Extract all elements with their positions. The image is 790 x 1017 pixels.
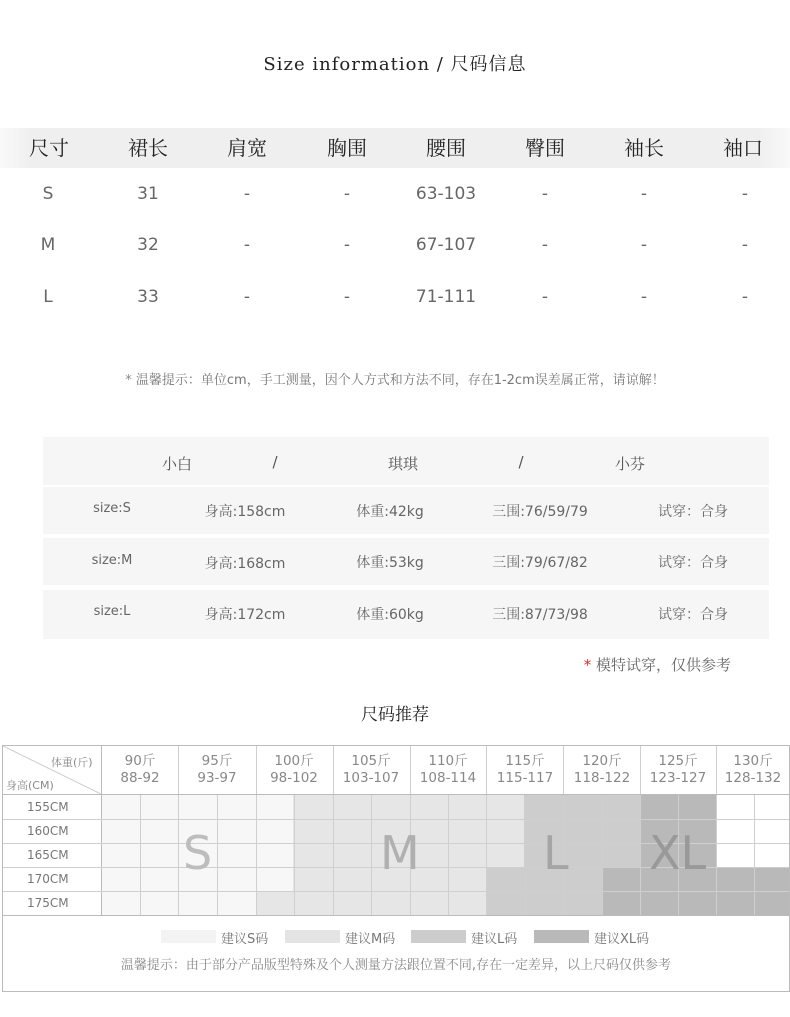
cell: 33 (137, 287, 159, 307)
cell: 31 (137, 184, 159, 204)
cell: - (541, 184, 549, 204)
cell: - (741, 235, 749, 255)
model-caption-text: 模特试穿，仅供参考 (595, 656, 731, 674)
weight-header: 125斤 123-127 (649, 753, 707, 786)
height-label: 155CM (27, 800, 69, 814)
weight-header: 120斤 118-122 (573, 753, 631, 786)
model-height: 身高:172cm (204, 607, 286, 623)
legend-swatch-s (161, 930, 216, 943)
corner-height-label: 身高(CM) (6, 779, 54, 792)
header-hip: 臀围 (525, 136, 565, 160)
weight-header: 130斤 128-132 (724, 753, 782, 786)
model-name-qiqi: 琪琪 (387, 455, 418, 473)
measurement-tip (0, 369, 790, 388)
model-height: 身高:168cm (204, 556, 286, 572)
size-disclaimer: 温馨提示：由于部分产品版型特殊及个人测量方法跟位置不同,存在一定差异，以上尺码仅供参考 (120, 958, 672, 973)
cell: - (741, 184, 749, 204)
page-title: Size information / 尺码信息 (263, 54, 527, 75)
weight-header: 115斤 115-117 (496, 753, 554, 786)
weight-header: 105斤 103-107 (342, 753, 400, 786)
legend-swatch-m (285, 930, 340, 943)
model-measurements: 三围:87/73/98 (492, 607, 588, 623)
zone-m (486, 795, 524, 867)
zone-m (256, 891, 293, 915)
legend-swatch-l (411, 930, 466, 943)
cell: M (40, 235, 56, 255)
cell: - (343, 235, 351, 255)
weight-header: 100斤 98-102 (270, 753, 318, 786)
legend-label-l: 建议L码 (471, 932, 518, 947)
height-label: 170CM (27, 872, 69, 886)
model-fit: 试穿：合身 (658, 607, 728, 623)
size-letter-m: M (380, 826, 420, 880)
slash-divider: / (518, 453, 524, 471)
size-letter-s: S (183, 826, 213, 880)
model-measurements: 三围:76/59/79 (492, 504, 588, 520)
table-row (0, 287, 790, 311)
model-table (43, 437, 769, 639)
header-skirt-length: 裙长 (128, 136, 168, 160)
cell: - (640, 287, 648, 307)
cell: - (343, 287, 351, 307)
cell: - (343, 184, 351, 204)
model-name-xiaofen: 小芬 (614, 455, 645, 473)
measurement-tip-text: 温馨提示：单位cm，手工测量，因个人方式和方法不同，存在1-2cm误差属正常，请谅解！ (135, 373, 665, 388)
table-row (0, 184, 790, 208)
model-weight: 体重:42kg (356, 504, 424, 520)
cell: 71-111 (415, 287, 477, 307)
asterisk: * (583, 656, 592, 674)
model-weight: 体重:53kg (356, 555, 424, 571)
height-label: 175CM (27, 896, 69, 910)
weight-header: 95斤 93-97 (197, 753, 237, 786)
model-size: size:M (91, 553, 133, 568)
cell: 67-107 (415, 235, 477, 255)
legend-label-m: 建议M码 (345, 932, 396, 947)
table-row (0, 235, 790, 259)
header-waist: 腰围 (426, 136, 466, 160)
model-size: size:S (93, 501, 131, 516)
legend-label-xl: 建议XL码 (594, 932, 650, 947)
weight-header: 90斤 88-92 (120, 753, 160, 786)
legend-label-s: 建议S码 (221, 932, 269, 947)
model-height: 身高:158cm (204, 504, 286, 520)
cell: - (640, 235, 648, 255)
model-fit: 试穿：合身 (658, 555, 728, 571)
cell: - (741, 287, 749, 307)
model-fit: 试穿：合身 (658, 504, 728, 520)
cell: 63-103 (415, 184, 477, 204)
model-caption (584, 654, 731, 675)
size-table-header (0, 128, 790, 168)
model-size: size:L (93, 604, 131, 619)
recommendation-title: 尺码推荐 (361, 705, 429, 725)
model-name-xiaobai: 小白 (161, 455, 192, 473)
weight-header: 110斤 108-114 (419, 753, 477, 786)
cell: - (243, 287, 251, 307)
header-bust: 胸围 (327, 136, 367, 160)
zone-l (524, 795, 640, 867)
cell: S (42, 184, 54, 204)
cell: 32 (137, 235, 159, 255)
cell: L (43, 287, 53, 307)
header-cuff: 袖口 (723, 136, 763, 160)
asterisk: * (125, 373, 132, 388)
height-label: 165CM (27, 848, 69, 862)
legend-swatch-xl (534, 930, 589, 943)
cell: - (243, 235, 251, 255)
model-weight: 体重:60kg (356, 607, 424, 623)
cell: - (640, 184, 648, 204)
cell: - (541, 287, 549, 307)
corner-weight-label: 体重(斤) (51, 756, 93, 769)
height-label: 160CM (27, 824, 69, 838)
cell: - (243, 184, 251, 204)
size-letter-l: L (543, 826, 569, 880)
cell: - (541, 235, 549, 255)
header-sleeve-length: 袖长 (624, 136, 664, 160)
slash-divider: / (272, 453, 278, 471)
header-shoulder: 肩宽 (227, 136, 267, 160)
size-letter-xl: XL (649, 826, 707, 880)
header-size: 尺寸 (29, 136, 69, 160)
model-measurements: 三围:79/67/82 (492, 555, 588, 571)
size-recommendation-grid (2, 745, 790, 992)
